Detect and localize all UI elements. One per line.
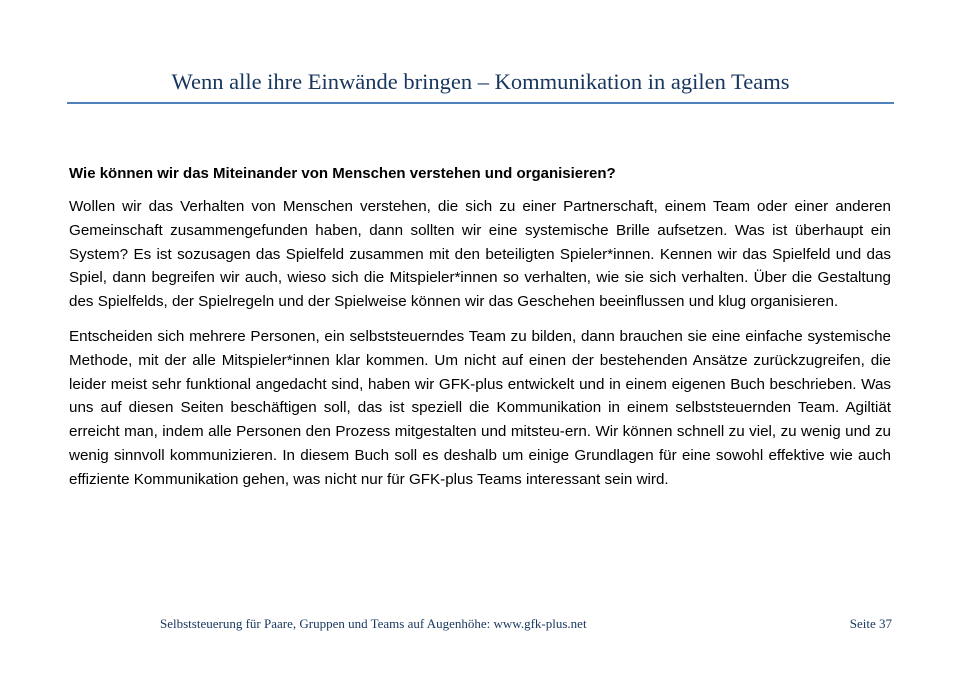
page-footer <box>160 616 892 636</box>
section-heading: Wie können wir das Miteinander von Menschen verstehen und organisieren? <box>69 165 616 182</box>
paragraph-1: Wollen wir das Verhalten von Menschen verstehen, die sich zu einer Partnerschaft, einem Team oder einer anderen Gemeinschaft zusammengefunden haben, dann sollten wir eine systemische Brille aufsetzen. Was ist überhaupt ein System? Es ist sozusagen das Spielfeld zusammen mit den beteiligten Spieler*innen. Kennen wir das Spielfeld und das Spiel, dann begreifen wir auch, wieso sich die Mitspieler*innen so verhalten, wie sie sich verhalten. Über die Gestaltung des Spielfelds, der Spielregeln und der Spielweise können wir das Geschehen beeinflussen und klug organisieren. <box>69 198 891 311</box>
page-title: Wenn alle ihre Einwände bringen – Kommunikation in agilen Teams <box>171 69 790 94</box>
page-header <box>67 66 894 104</box>
footer-book-title: Selbststeuerung für Paare, Gruppen und Teams auf Augenhöhe: www.gfk-plus.net <box>160 616 587 631</box>
page-number: Seite 37 <box>849 616 892 631</box>
page-content <box>69 162 891 503</box>
paragraph-2: Entscheiden sich mehrere Personen, ein selbststeuerndes Team zu bilden, dann brauchen sie eine einfache systemische Methode, mit der alle Mitspieler*innen klar kommen. Um nicht auf einen der bestehenden Ansätze zurückzugreifen, die leider meist sehr funktional angedacht sind, haben wir GFK-plus entwickelt und in einem eigenen Buch beschrieben. Was uns auf diesen Seiten beschäftigen soll, das ist speziell die Kommunikation in einem selbststeuernden Team. Agiltiät erreicht man, indem alle Personen den Prozess mitgestalten und mitsteu-ern. Wir können schnell zu viel, zu wenig und zu wenig sinnvoll kommunizieren. In diesem Buch soll es deshalb um einige Grundlagen für eine sowohl effektive wie auch effiziente Kommunikation gehen, was nicht nur für GFK-plus Teams interessant sein wird. <box>69 327 891 488</box>
